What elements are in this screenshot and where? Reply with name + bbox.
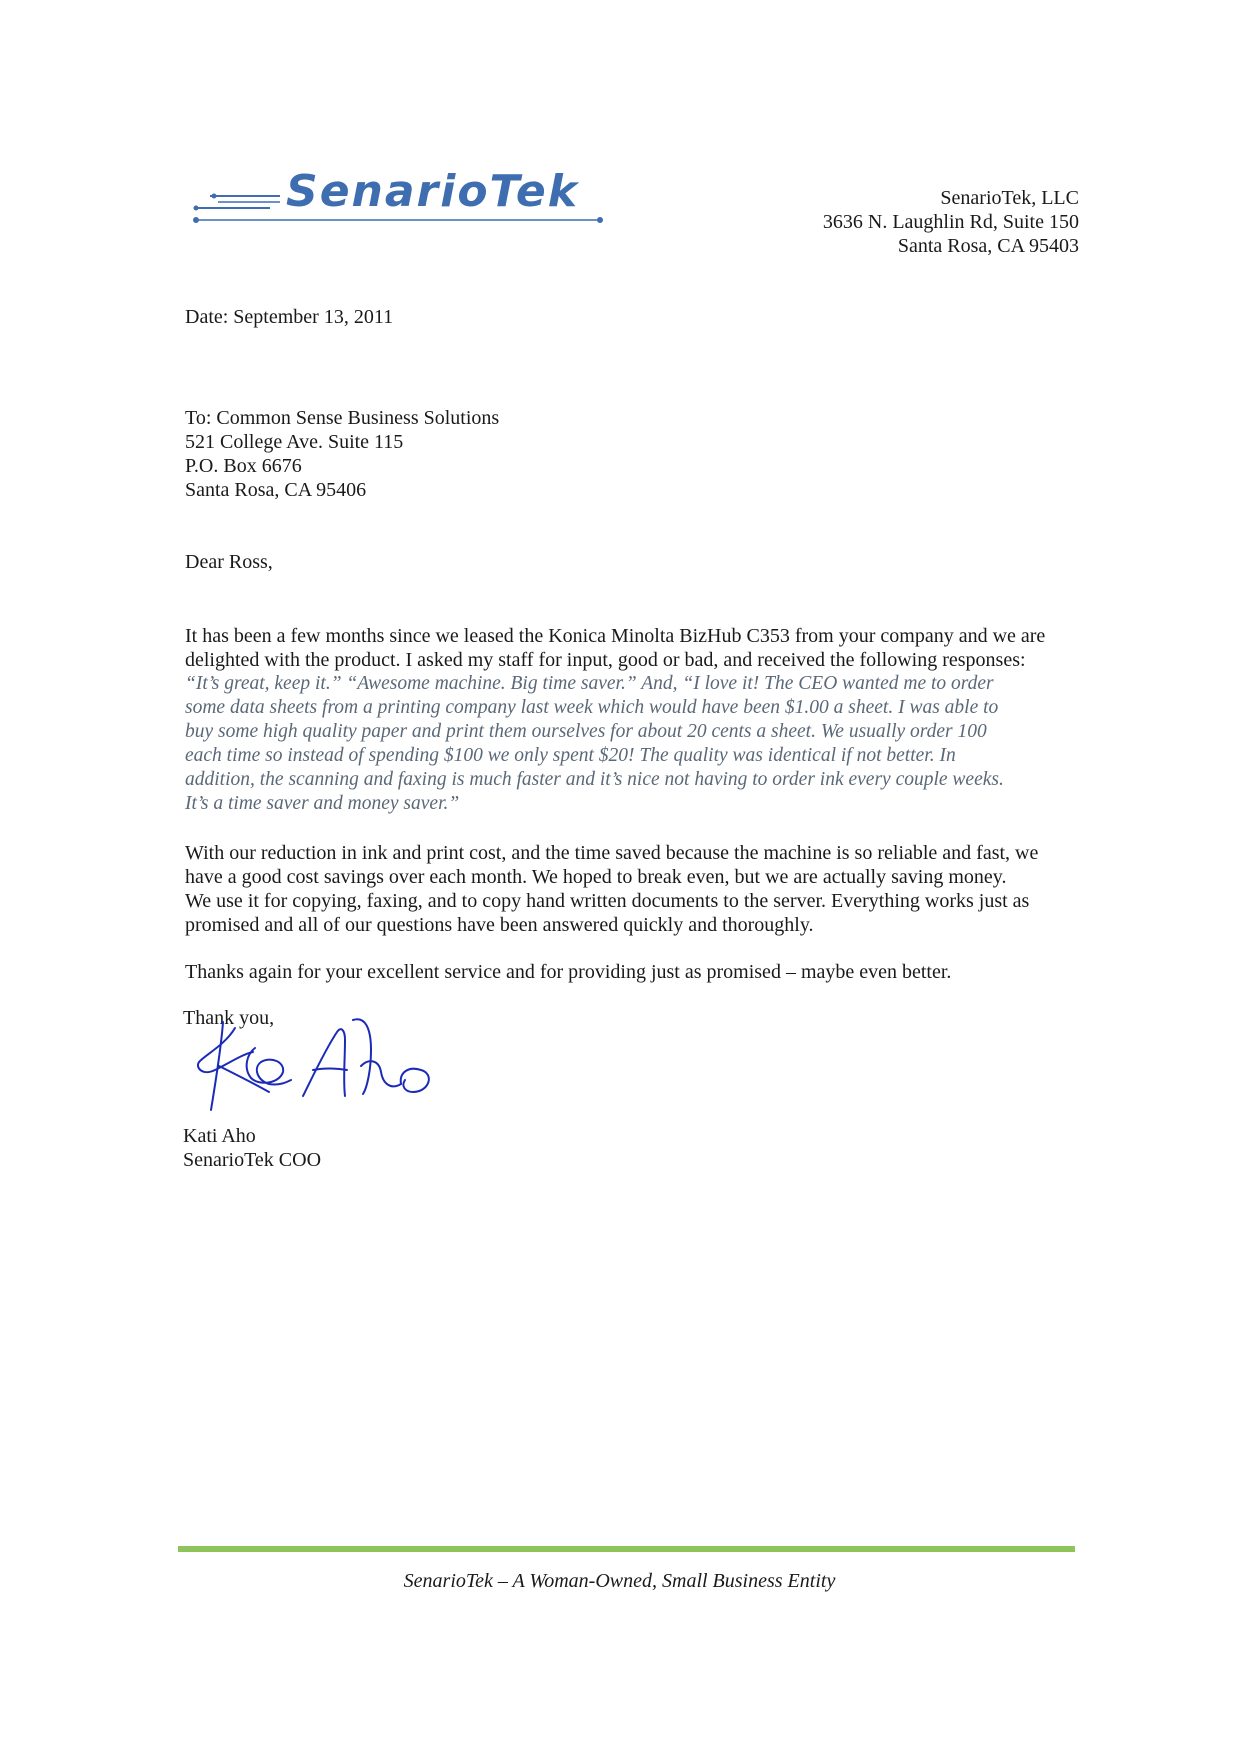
recipient-line: P.O. Box 6676 (185, 455, 302, 477)
paragraph-line: delighted with the product. I asked my staff for input, good or bad, and received the following responses: (185, 649, 1026, 671)
sender-city: Santa Rosa, CA 95403 (897, 235, 1079, 257)
sender-address (823, 186, 1079, 258)
signer-block (183, 1124, 321, 1172)
logo-wordmark: SenarioTek (286, 166, 580, 217)
paragraph-line: have a good cost savings over each month. We hoped to break even, but we are actually saving money. (185, 866, 1007, 888)
recipient-to: To: Common Sense Business Solutions (185, 407, 500, 429)
staff-quote-line: addition, the scanning and faxing is much faster and it’s nice not having to order ink every couple weeks. (185, 769, 1004, 790)
staff-quote-line: some data sheets from a printing company last week which would have been $1.00 a sheet. I was able to (185, 697, 999, 718)
handwritten-signature (195, 1010, 475, 1125)
company-logo (190, 168, 610, 234)
salutation: Dear Ross, (185, 551, 273, 573)
staff-quote-line: buy some high quality paper and print them ourselves for about 20 cents a sheet. We usually order 100 (185, 721, 987, 742)
staff-quote-line: “It’s great, keep it.” “Awesome machine. Big time saver.” And, “I love it! The CEO wanted me to order (185, 673, 994, 694)
footer-tagline: SenarioTek – A Woman-Owned, Small Business Entity (403, 1570, 836, 1592)
paragraph-line: We use it for copying, faxing, and to copy hand written documents to the server. Everything works just as (185, 890, 1030, 912)
body-paragraph-3: Thanks again for your excellent service and for providing just as promised – maybe even better. (185, 961, 952, 983)
paragraph-line: It has been a few months since we leased the Konica Minolta BizHub C353 from your company and we are (185, 625, 1046, 647)
signer-name: Kati Aho (183, 1125, 256, 1147)
closing: Thank you, (183, 1007, 275, 1029)
footer-rule (178, 1546, 1075, 1552)
paragraph-line: promised and all of our questions have been answered quickly and thoroughly. (185, 914, 814, 936)
signer-title: SenarioTek COO (183, 1149, 322, 1171)
staff-quote-line: each time so instead of spending $100 we only spent $20! The quality was identical if not better. In (185, 745, 956, 766)
body-paragraph-2 (185, 841, 1075, 937)
signature-strokes (198, 1019, 429, 1110)
recipient-address (185, 406, 499, 502)
staff-quote-line: It’s a time saver and money saver.” (185, 793, 460, 814)
sender-street: 3636 N. Laughlin Rd, Suite 150 (822, 211, 1079, 233)
paragraph-line: With our reduction in ink and print cost, and the time saved because the machine is so reliable and fast, we (185, 842, 1039, 864)
sender-name: SenarioTek, LLC (940, 187, 1079, 209)
recipient-line: Santa Rosa, CA 95406 (185, 479, 367, 501)
letter-date: Date: September 13, 2011 (185, 306, 394, 328)
recipient-line: 521 College Ave. Suite 115 (185, 431, 404, 453)
body-paragraph-1 (185, 624, 1075, 816)
